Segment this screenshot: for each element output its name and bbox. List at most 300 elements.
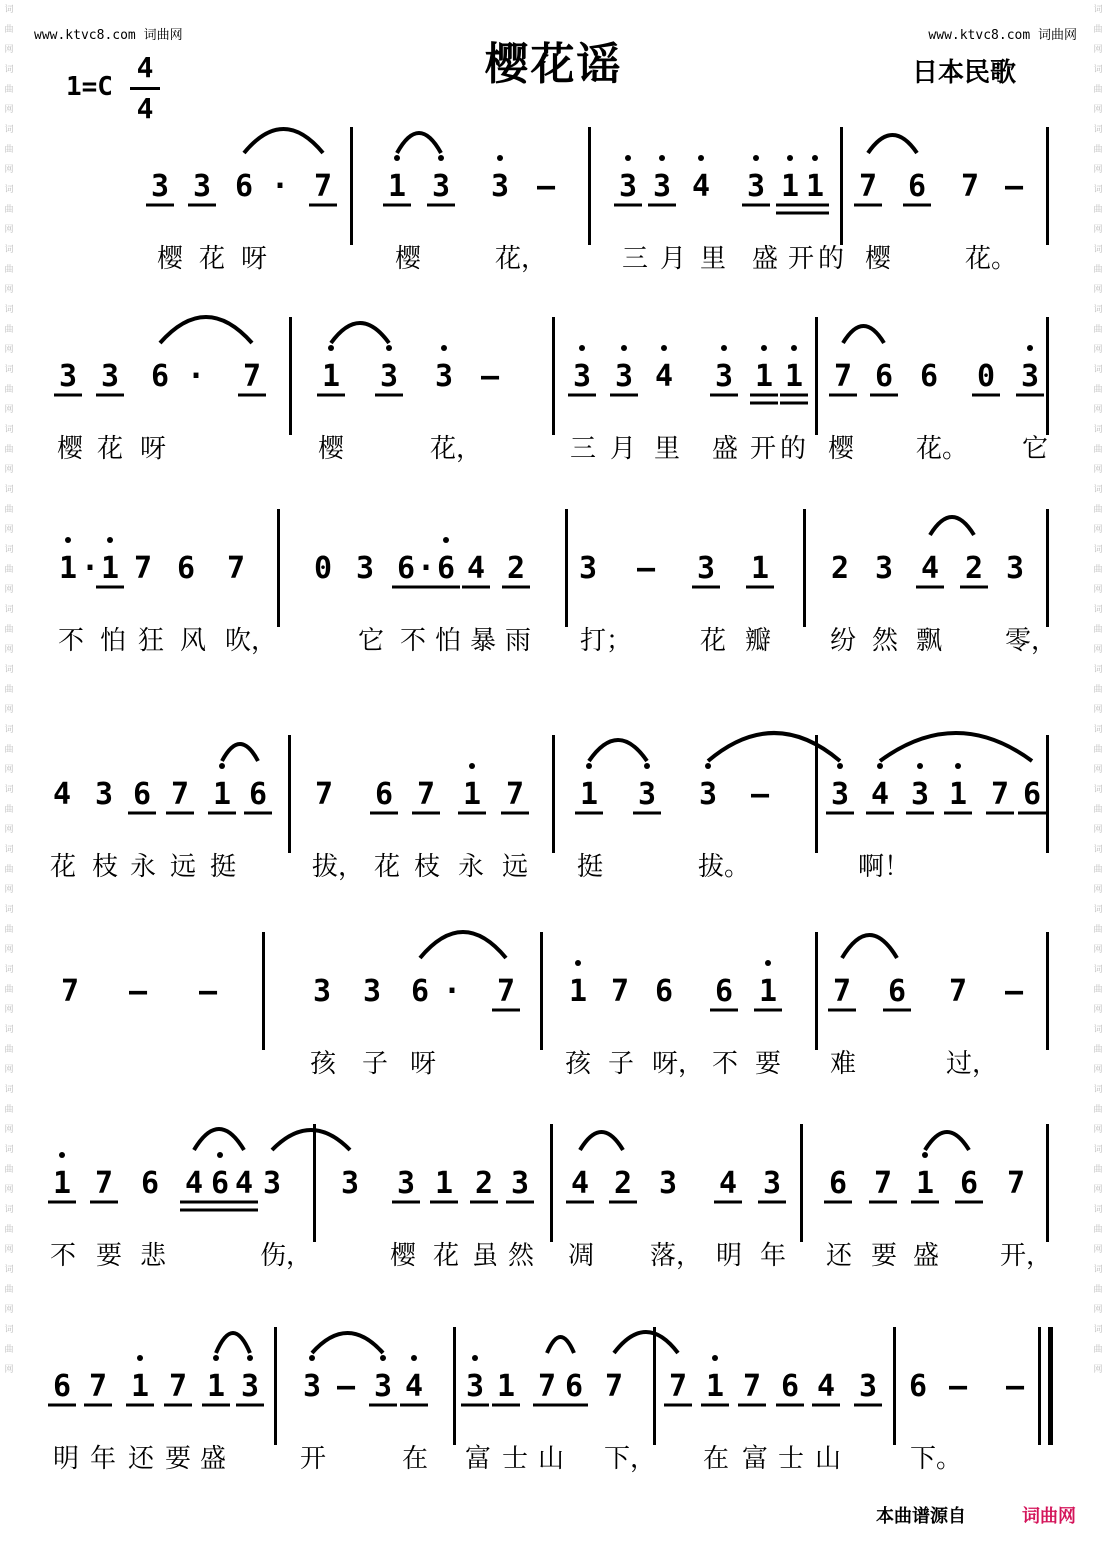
bar-line (313, 1124, 316, 1242)
note: 7 (742, 1369, 762, 1404)
note: 7 (537, 1369, 557, 1404)
bar-line (653, 1327, 656, 1445)
lyric-syllable: 孩 (565, 1049, 592, 1079)
note: 1 (496, 1369, 516, 1404)
note: 1 (948, 777, 968, 812)
lyric-syllable: 零， (1005, 626, 1058, 656)
lyric-syllable: 富 (742, 1444, 769, 1474)
note: 4 (816, 1369, 836, 1404)
slur-arc (312, 1333, 383, 1353)
note: 3 (614, 359, 634, 394)
lyric-syllable: 暴 (470, 626, 497, 656)
lyric-syllable: 樱 (157, 244, 184, 274)
note: 1 (705, 1369, 725, 1404)
octave-dot (812, 155, 818, 161)
octave-dot (438, 155, 444, 161)
note: 3 (858, 1369, 878, 1404)
note: 6 (907, 169, 927, 204)
lyric-syllable: 永 (458, 852, 485, 882)
note: 1 (784, 359, 804, 394)
octave-dot (837, 763, 843, 769)
note: 1 (915, 1166, 935, 1201)
lyric-syllable: 樱 (318, 434, 345, 464)
lyric-syllable: 风 (180, 626, 207, 656)
bar-line (1046, 127, 1049, 245)
note: 3 (94, 777, 114, 812)
octave-dot (877, 763, 883, 769)
side-watermark-right: 词曲网词曲网词曲网词曲网词曲网词曲网词曲网词曲网词曲网词曲网词曲网词曲网词曲网词曲网词曲网词曲网词曲网词曲网词曲网词曲网词曲网词曲网词曲网 (1093, 5, 1103, 1375)
note: — (636, 551, 656, 586)
octave-dot (1027, 345, 1033, 351)
octave-dot (497, 155, 503, 161)
lyric-syllable: 花， (430, 434, 483, 464)
note: 1 (434, 1166, 454, 1201)
note: 7 (313, 169, 333, 204)
bar-line (289, 317, 292, 435)
lyric-syllable: 樱 (828, 434, 855, 464)
bar-line (262, 932, 265, 1050)
lyric-syllable: 吹， (225, 626, 278, 656)
lyric-syllable: 不 (400, 626, 427, 656)
lyric-syllable: 呀 (140, 434, 167, 464)
note: 7 (242, 359, 262, 394)
lyric-syllable: 然 (508, 1241, 535, 1271)
song-origin: 日本民歌 (912, 58, 1017, 88)
side-watermark-left: 词曲网词曲网词曲网词曲网词曲网词曲网词曲网词曲网词曲网词曲网词曲网词曲网词曲网词曲网词曲网词曲网词曲网词曲网词曲网词曲网词曲网词曲网词曲网 (4, 5, 14, 1375)
note: 3 (618, 169, 638, 204)
note: 1 (805, 169, 825, 204)
lyric-syllable: 年 (90, 1444, 117, 1474)
lyric-syllable: 的 (818, 244, 845, 274)
note: 3 (379, 359, 399, 394)
note: — (1004, 974, 1024, 1009)
note: 6 (140, 1166, 160, 1201)
note: 3 (355, 551, 375, 586)
lyric-syllable: 雨 (505, 626, 532, 656)
octave-dot (955, 763, 961, 769)
bar-line (893, 1327, 896, 1445)
bar-line (1046, 932, 1049, 1050)
note: 3 (510, 1166, 530, 1201)
lyric-syllable: 瓣 (745, 626, 772, 656)
lyric-syllable: 飘 (916, 626, 943, 656)
lyric-syllable: 花， (495, 244, 548, 274)
lyric-syllable: 年 (760, 1241, 787, 1271)
lyric-syllable: 落， (650, 1241, 703, 1271)
bar-line (815, 932, 818, 1050)
note: 3 (150, 169, 170, 204)
bar-line (1046, 735, 1049, 853)
octave-dot (579, 345, 585, 351)
lyric-syllable: 远 (502, 852, 529, 882)
lyric-syllable: 三 (622, 244, 649, 274)
lyric-syllable: 狂 (138, 626, 165, 656)
octave-dot (753, 155, 759, 161)
octave-dot (328, 345, 334, 351)
lyric-syllable: 悲 (140, 1241, 167, 1271)
final-bar-line (1038, 1327, 1041, 1445)
note: 7 (60, 974, 80, 1009)
note: 3 (658, 1166, 678, 1201)
lyric-syllable: 盛 (913, 1241, 940, 1271)
octave-dot (721, 345, 727, 351)
octave-dot (922, 1152, 928, 1158)
note: 7 (858, 169, 878, 204)
note: 1 (58, 551, 78, 586)
lyric-syllable: 花。 (916, 434, 969, 464)
octave-dot (791, 345, 797, 351)
note: 6 (780, 1369, 800, 1404)
octave-dot (386, 345, 392, 351)
octave-dot (219, 763, 225, 769)
lyric-syllable: 三 (570, 434, 597, 464)
note: 3 (1005, 551, 1025, 586)
slur-arc (547, 1337, 574, 1353)
lyric-syllable: 要 (165, 1444, 192, 1474)
bar-line (1046, 509, 1049, 627)
note: 4 (870, 777, 890, 812)
lyric-syllable: 挺 (210, 852, 237, 882)
note: 7 (873, 1166, 893, 1201)
note: · (80, 551, 100, 586)
slur-arc (272, 1130, 350, 1150)
lyric-syllable: 盛 (752, 244, 779, 274)
lyric-syllable: 怕 (100, 626, 127, 656)
lyric-syllable: 子 (362, 1049, 389, 1079)
note: 7 (133, 551, 153, 586)
lyric-syllable: 拔， (312, 852, 365, 882)
note: 3 (652, 169, 672, 204)
note: 3 (362, 974, 382, 1009)
note: — (198, 974, 218, 1009)
octave-dot (394, 155, 400, 161)
lyric-syllable: 下， (604, 1444, 657, 1474)
lyric-syllable: 不 (712, 1049, 739, 1079)
note: 2 (613, 1166, 633, 1201)
note: 1 (206, 1369, 226, 1404)
meter-top: 4 (136, 51, 154, 84)
note: 7 (960, 169, 980, 204)
slur-arc (420, 932, 506, 958)
note: 1 (579, 777, 599, 812)
note: 2 (830, 551, 850, 586)
note: 3 (340, 1166, 360, 1201)
bar-line (565, 509, 568, 627)
note: 7 (94, 1166, 114, 1201)
note: 4 (52, 777, 72, 812)
octave-dot (761, 345, 767, 351)
song-title: 樱花谣 (484, 39, 623, 90)
note: — (480, 359, 500, 394)
slur-arc (160, 317, 252, 343)
note: 3 (910, 777, 930, 812)
bar-line (540, 932, 543, 1050)
lyric-syllable: 枝 (92, 852, 119, 882)
bar-line (552, 735, 555, 853)
note: 3 (572, 359, 592, 394)
note: 1 (130, 1369, 150, 1404)
lyric-syllable: 拔。 (698, 852, 751, 882)
lyric-syllable: 在 (703, 1444, 730, 1474)
note: 1 (568, 974, 588, 1009)
lyric-syllable: 开， (1000, 1241, 1053, 1271)
slur-arc (843, 326, 884, 343)
octave-dot (380, 1355, 386, 1361)
slur-arc (589, 740, 647, 761)
note: 6 (176, 551, 196, 586)
note: 6 (132, 777, 152, 812)
note: 7 (88, 1369, 108, 1404)
octave-dot (712, 1355, 718, 1361)
lyric-syllable: 呀 (410, 1049, 437, 1079)
note: 6 (374, 777, 394, 812)
bar-line (588, 127, 591, 245)
note: 1 (750, 551, 770, 586)
octave-dot (213, 1355, 219, 1361)
lyric-syllable: 还 (826, 1241, 853, 1271)
note: 3 (578, 551, 598, 586)
lyric-syllable: 花 (433, 1241, 460, 1271)
note: 6 (52, 1369, 72, 1404)
note: 3 (58, 359, 78, 394)
lyric-syllable: 富 (465, 1444, 492, 1474)
lyric-syllable: 它 (1022, 434, 1049, 464)
octave-dot (659, 155, 665, 161)
lyric-syllable: 不 (50, 1241, 77, 1271)
note: — (750, 777, 770, 812)
bar-line (552, 317, 555, 435)
lyric-syllable: 不 (58, 626, 85, 656)
lyric-syllable: 明 (53, 1444, 80, 1474)
lyric-syllable: 难 (830, 1049, 857, 1079)
bar-line (453, 1327, 456, 1445)
octave-dot (309, 1355, 315, 1361)
note: 4 (654, 359, 674, 394)
note: 4 (184, 1166, 204, 1201)
lyric-syllable: 开 (788, 244, 815, 274)
note: 3 (240, 1369, 260, 1404)
lyric-syllable: 在 (402, 1444, 429, 1474)
octave-dot (59, 1152, 65, 1158)
lyric-syllable: 挺 (577, 852, 604, 882)
lyric-syllable: 呀 (241, 244, 268, 274)
note: 1 (462, 777, 482, 812)
lyric-syllable: 明 (716, 1241, 743, 1271)
bar-line (800, 1124, 803, 1242)
note: 7 (1006, 1166, 1026, 1201)
source-label: 本曲谱源自 (876, 1506, 966, 1527)
bar-line (274, 1327, 277, 1445)
note: 3 (100, 359, 120, 394)
note: 1 (100, 551, 120, 586)
note: 2 (474, 1166, 494, 1201)
note: 4 (920, 551, 940, 586)
lyric-syllable: 要 (96, 1241, 123, 1271)
note: 3 (830, 777, 850, 812)
lyric-syllable: 要 (755, 1049, 782, 1079)
slur-arc (216, 1333, 250, 1353)
note: 3 (696, 551, 716, 586)
note: 1 (754, 359, 774, 394)
lyric-syllable: 纷 (830, 626, 857, 656)
bar-line (803, 509, 806, 627)
slur-arc (880, 733, 1032, 761)
slur-arc (397, 133, 441, 153)
note: 6 (887, 974, 907, 1009)
lyric-syllable: 呀， (652, 1049, 705, 1079)
note: 3 (396, 1166, 416, 1201)
note: 1 (52, 1166, 72, 1201)
note: 7 (604, 1369, 624, 1404)
note: — (336, 1369, 356, 1404)
lyric-syllable: 花 (199, 244, 226, 274)
bar-line (350, 127, 353, 245)
lyric-syllable: 花 (97, 434, 124, 464)
lyric-syllable: 樱 (865, 244, 892, 274)
note: 3 (714, 359, 734, 394)
octave-dot (469, 763, 475, 769)
lyric-syllable: 它 (358, 626, 385, 656)
slur-arc (930, 517, 974, 535)
lyric-syllable: 山 (815, 1444, 842, 1474)
note: 7 (832, 974, 852, 1009)
note: 3 (262, 1166, 282, 1201)
note: 3 (1020, 359, 1040, 394)
note: 0 (976, 359, 996, 394)
slur-arc (868, 135, 917, 153)
lyric-syllable: 花 (50, 852, 77, 882)
slur-arc (244, 129, 323, 153)
lyric-syllable: 樱 (395, 244, 422, 274)
source-link[interactable]: 词曲网 (1022, 1506, 1076, 1527)
lyric-syllable: 里 (654, 434, 681, 464)
note: — (1004, 169, 1024, 204)
note: 3 (312, 974, 332, 1009)
lyric-syllable: 花 (700, 626, 727, 656)
lyric-syllable: 要 (871, 1241, 898, 1271)
lyric-syllable: 枝 (414, 852, 441, 882)
lyric-syllable: 开 (750, 434, 777, 464)
final-bar-line-thick (1048, 1327, 1053, 1445)
lyric-syllable: 月 (660, 244, 687, 274)
note: 7 (948, 974, 968, 1009)
octave-dot (625, 155, 631, 161)
note: 7 (990, 777, 1010, 812)
note: 7 (668, 1369, 688, 1404)
octave-dot (217, 1152, 223, 1158)
bar-line (277, 509, 280, 627)
note: 6 (874, 359, 894, 394)
note: 1 (387, 169, 407, 204)
note: 6 (436, 551, 456, 586)
lyric-syllable: 里 (700, 244, 727, 274)
note: 4 (234, 1166, 254, 1201)
slur-arc (580, 1132, 623, 1150)
note: · (442, 974, 462, 1009)
note: 6 (714, 974, 734, 1009)
note: 6 (908, 1369, 928, 1404)
lyric-syllable: 士 (502, 1444, 529, 1474)
note: 3 (192, 169, 212, 204)
note: 3 (431, 169, 451, 204)
note: 2 (964, 551, 984, 586)
octave-dot (137, 1355, 143, 1361)
note: 6 (248, 777, 268, 812)
note: 6 (959, 1166, 979, 1201)
lyric-syllable: 虽 (472, 1241, 499, 1271)
note: 0 (313, 551, 333, 586)
note: 3 (302, 1369, 322, 1404)
lyric-syllable: 啊！ (858, 852, 911, 882)
bar-line (550, 1124, 553, 1242)
site-watermark-left: www.ktvc8.com 词曲网 (34, 28, 183, 43)
octave-dot (787, 155, 793, 161)
octave-dot (765, 960, 771, 966)
note: 4 (691, 169, 711, 204)
lyric-syllable: 士 (778, 1444, 805, 1474)
slur-arc (222, 744, 258, 761)
octave-dot (443, 537, 449, 543)
note: 6 (919, 359, 939, 394)
lyric-syllable: 然 (872, 626, 899, 656)
note: 7 (496, 974, 516, 1009)
octave-dot (441, 345, 447, 351)
note: 6 (396, 551, 416, 586)
octave-dot (411, 1355, 417, 1361)
note: 3 (373, 1369, 393, 1404)
bar-line (1046, 317, 1049, 435)
note: 7 (505, 777, 525, 812)
note: 4 (466, 551, 486, 586)
bar-line (288, 735, 291, 853)
note: 2 (506, 551, 526, 586)
lyric-syllable: 樱 (57, 434, 84, 464)
note: 7 (416, 777, 436, 812)
lyric-syllable: 永 (130, 852, 157, 882)
slur-arc (331, 323, 389, 343)
note: 4 (718, 1166, 738, 1201)
note: — (1005, 1369, 1025, 1404)
lyric-syllable: 开 (300, 1444, 327, 1474)
note: 3 (637, 777, 657, 812)
note: 7 (226, 551, 246, 586)
lyric-syllable: 怕 (435, 626, 462, 656)
note: 6 (564, 1369, 584, 1404)
octave-dot (621, 345, 627, 351)
note: 3 (434, 359, 454, 394)
lyric-syllable: 凋 (568, 1241, 595, 1271)
note: 6 (654, 974, 674, 1009)
bar-line (840, 127, 843, 245)
bar-line (1046, 1124, 1049, 1242)
octave-dot (644, 763, 650, 769)
note: — (536, 169, 556, 204)
note: 6 (1022, 777, 1042, 812)
slur-arc (842, 935, 897, 958)
note: 3 (465, 1369, 485, 1404)
lyric-syllable: 花 (374, 852, 401, 882)
note: 6 (210, 1166, 230, 1201)
octave-dot (575, 960, 581, 966)
note: 3 (698, 777, 718, 812)
lyric-syllable: 樱 (390, 1241, 417, 1271)
note: 4 (570, 1166, 590, 1201)
note: 3 (762, 1166, 782, 1201)
note: 7 (610, 974, 630, 1009)
octave-dot (107, 537, 113, 543)
slur-arc (708, 733, 840, 761)
note: 1 (780, 169, 800, 204)
